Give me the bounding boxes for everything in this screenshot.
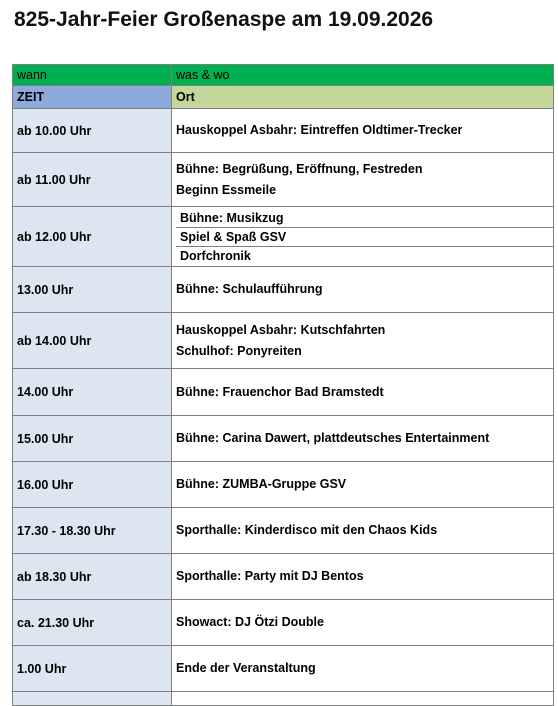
event-line: Sporthalle: Kinderdisco mit den Chaos Kids	[176, 523, 438, 537]
event-line: Hauskoppel Asbahr: Kutschfahrten	[176, 322, 386, 337]
row-time: ca. 21.30 Uhr	[13, 600, 172, 646]
event-line: Schulhof: Ponyreiten	[176, 343, 302, 358]
table-row	[13, 646, 554, 692]
page-title: 825-Jahr-Feier Großenaspe am 19.09.2026	[14, 8, 434, 31]
row-time: 16.00 Uhr	[13, 462, 172, 508]
row-time: 17.30 - 18.30 Uhr	[13, 508, 172, 554]
table-row	[13, 267, 554, 313]
table-row	[13, 462, 554, 508]
row-time: 13.00 Uhr	[13, 267, 172, 313]
event-line: Hauskoppel Asbahr: Eintreffen Oldtimer-Trecker	[176, 123, 463, 137]
header-row	[13, 65, 554, 86]
row-time: ab 12.00 Uhr	[13, 207, 172, 267]
row-event	[172, 600, 554, 646]
event-line: Dorfchronik	[176, 246, 553, 265]
header-what: was & wo	[172, 65, 554, 86]
event-line: Bühne: Carina Dawert, plattdeutsches Entertainment	[176, 431, 490, 445]
event-line: Bühne: Frauenchor Bad Bramstedt	[176, 384, 384, 399]
event-line: Bühne: Schulaufführung	[176, 282, 323, 296]
row-time: ab 11.00 Uhr	[13, 153, 172, 207]
subheader-zeit: ZEIT	[13, 86, 172, 109]
row-time: ab 10.00 Uhr	[13, 109, 172, 153]
table-row	[13, 416, 554, 462]
table-row	[13, 554, 554, 600]
table-row-empty	[13, 692, 554, 706]
row-event	[172, 646, 554, 692]
row-event	[172, 153, 554, 207]
row-event	[172, 554, 554, 600]
row-event-empty	[172, 692, 554, 706]
row-event	[172, 416, 554, 462]
table-row	[13, 109, 554, 153]
row-event	[172, 462, 554, 508]
row-event	[172, 207, 554, 267]
row-time: 15.00 Uhr	[13, 416, 172, 462]
row-event	[172, 508, 554, 554]
header-when: wann	[13, 65, 172, 86]
subheader-ort: Ort	[172, 86, 554, 109]
event-line: Beginn Essmeile	[176, 182, 277, 197]
event-line: Showact: DJ Ötzi Double	[176, 615, 324, 629]
table-row	[13, 508, 554, 554]
event-line: Ende der Veranstaltung	[176, 661, 316, 675]
table-row	[13, 207, 554, 267]
event-line: Bühne: ZUMBA-Gruppe GSV	[176, 477, 347, 491]
event-line: Spiel & Spaß GSV	[176, 227, 553, 246]
table-row	[13, 369, 554, 416]
schedule-table	[12, 64, 554, 706]
row-time: 14.00 Uhr	[13, 369, 172, 416]
table-row	[13, 600, 554, 646]
table-row	[13, 313, 554, 369]
event-line: Bühne: Musikzug	[180, 210, 284, 225]
row-time: ab 18.30 Uhr	[13, 554, 172, 600]
row-event	[172, 109, 554, 153]
table-row	[13, 153, 554, 207]
subheader-row	[13, 86, 554, 109]
event-line: Bühne: Begrüßung, Eröffnung, Festreden	[176, 161, 423, 176]
row-time: 1.00 Uhr	[13, 646, 172, 692]
row-event	[172, 369, 554, 416]
row-event	[172, 267, 554, 313]
event-line: Sporthalle: Party mit DJ Bentos	[176, 569, 364, 583]
row-time-empty	[13, 692, 172, 706]
row-time: ab 14.00 Uhr	[13, 313, 172, 369]
row-event	[172, 313, 554, 369]
